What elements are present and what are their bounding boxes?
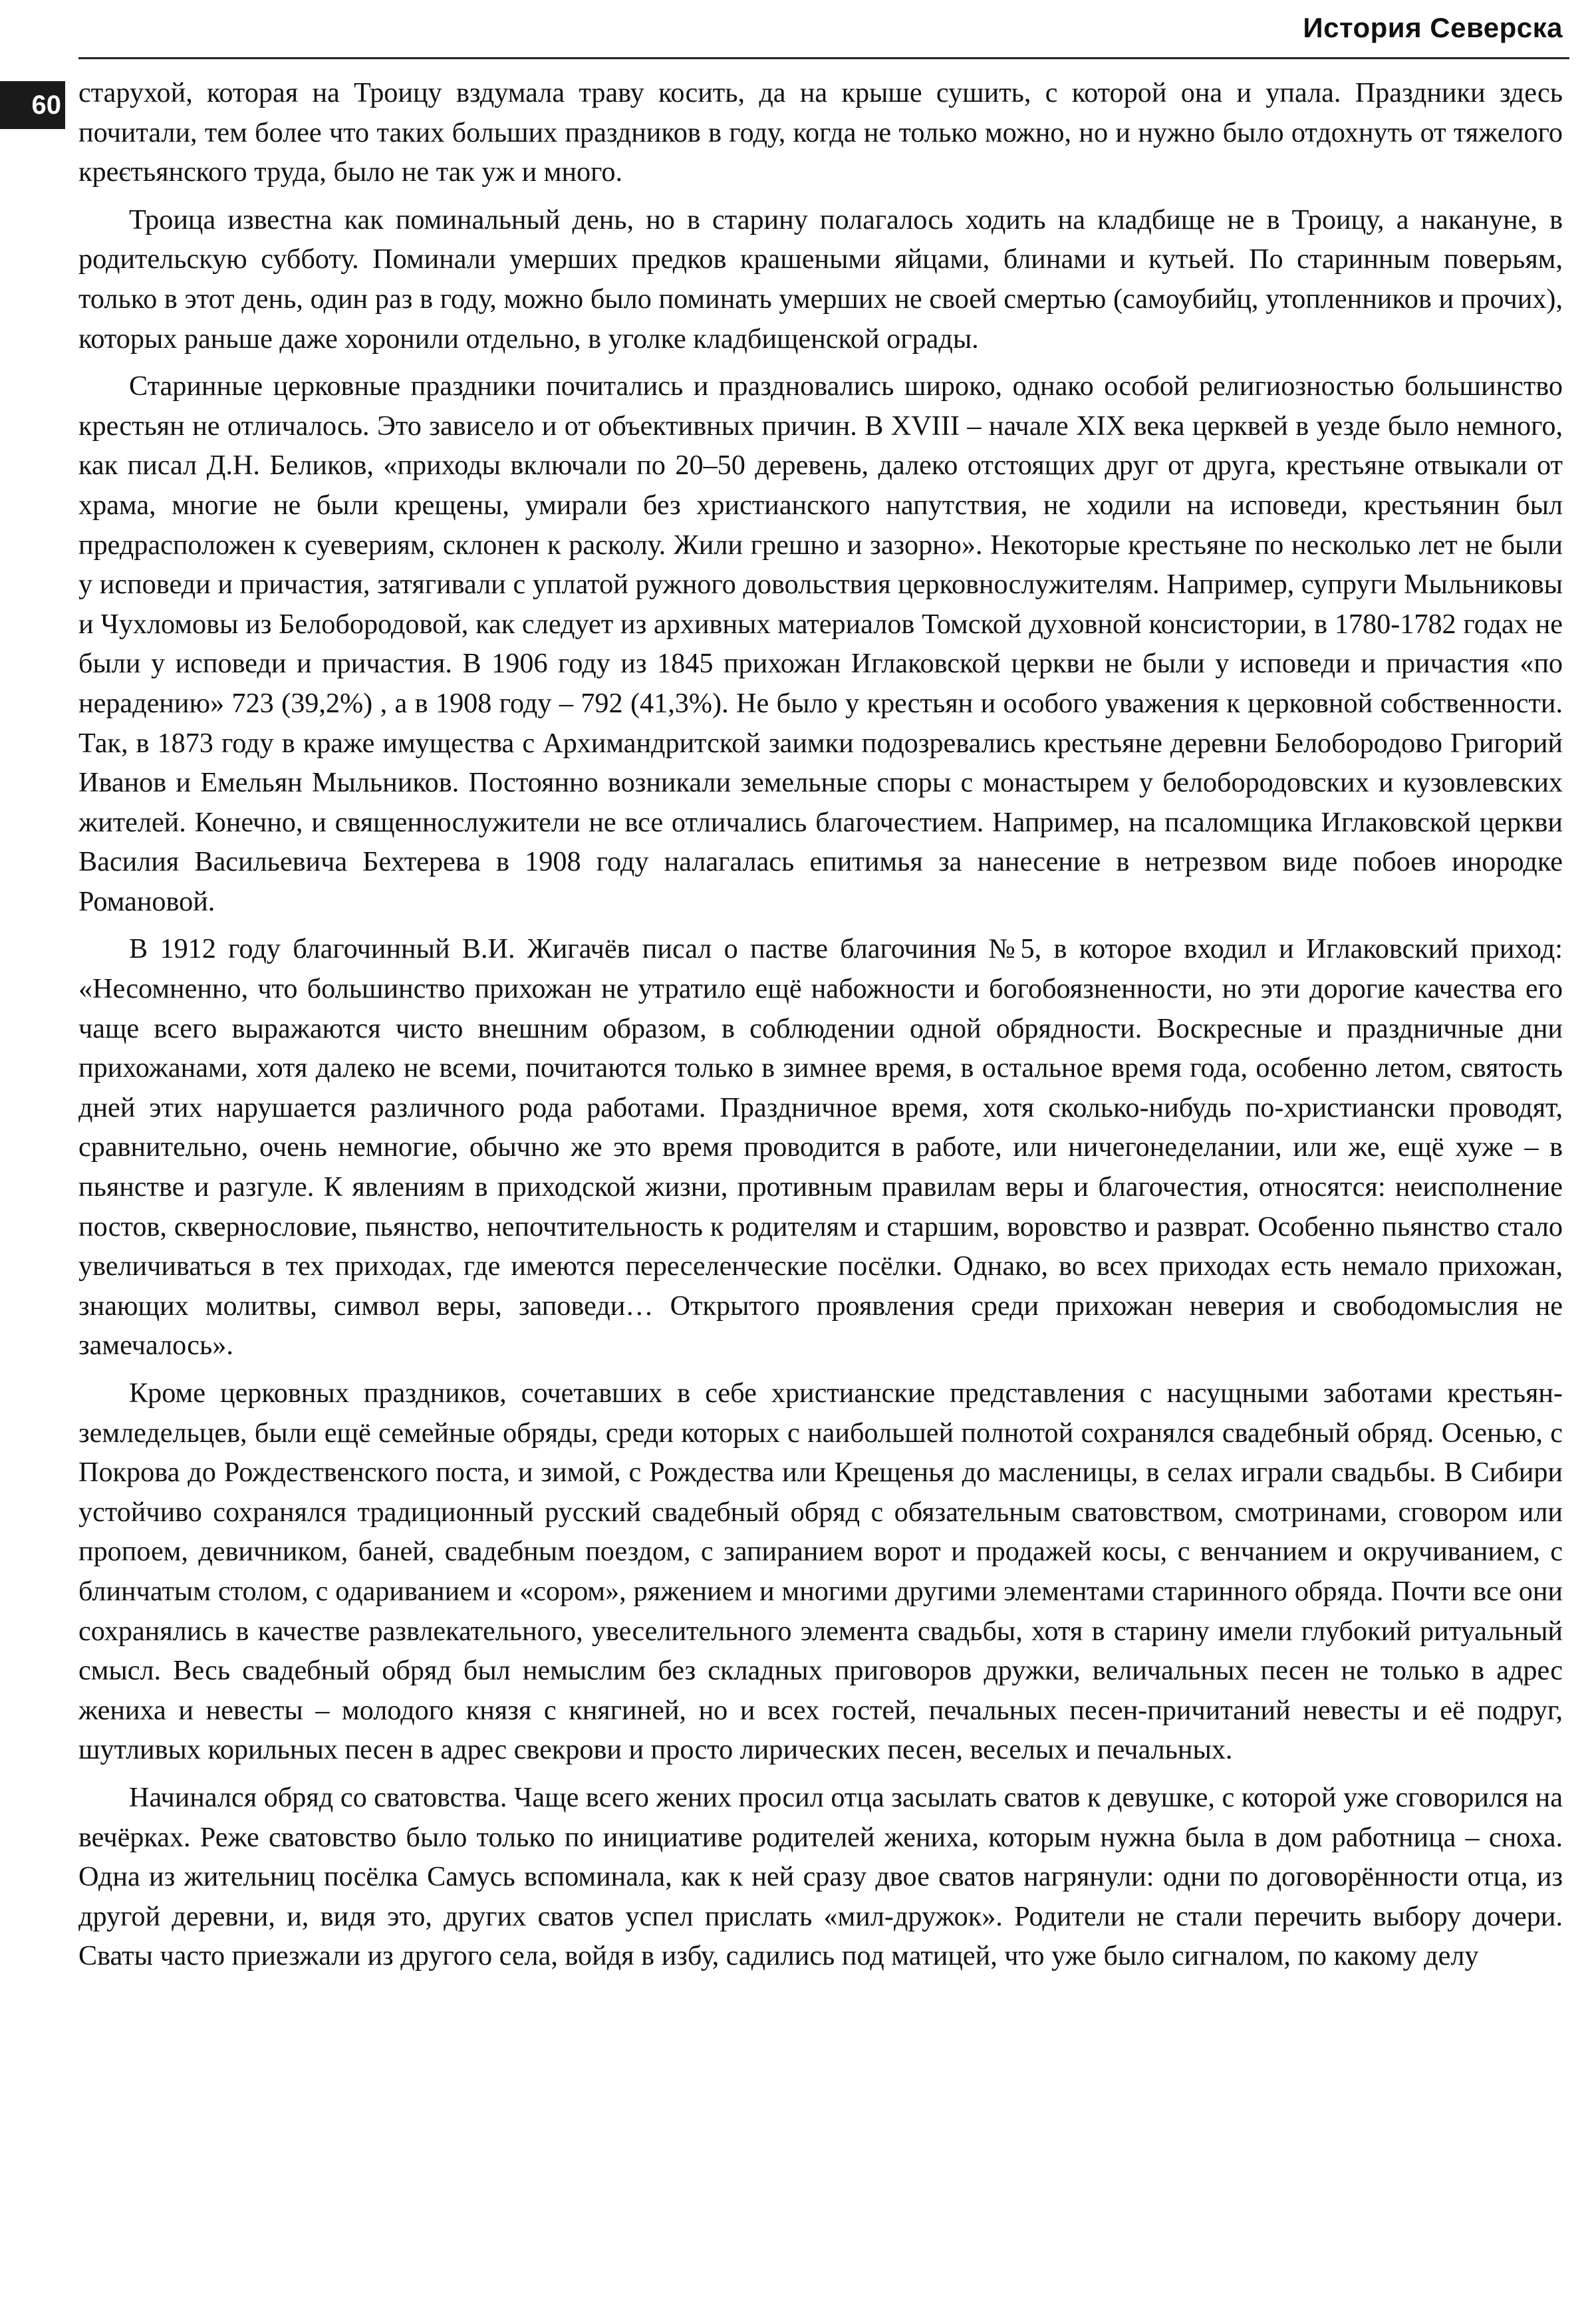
paragraph-1912-report: В 1912 году благочинный В.И. Жигачёв писал о пастве благочиния №5, в которое входил и Иглаковский приход: «Несомненно, что большинство прихожан не утратило ещё набожности и богобоязненности, но эти дорогие качества его чаще всего выражаются чисто внешним образом, в соблюдении одной обрядности. Воскресные и праздничные дни прихожанами, хотя далеко не всеми, почитаются только в зимнее время, в остальное время года, особенно летом, святость дней этих нарушается различного рода работами. Праздничное время, хотя сколько-нибудь по-христиански проводят, сравнительно, очень немногие, обычно же это время проводится в работе, или ничегонеделании, или же, ещё хуже – в пьянстве и разгуле. К явлениям в приходской жизни, противным правилам веры и благочестия, относятся: неисполнение постов, сквернословие, пьянство, непочтительность к родителям и старшим, воровство и разврат. Особенно пьянство стало увеличиваться в тех приходах, где имеются переселенческие посёлки. Однако, во всех приходах есть немало прихожан, знающих молитвы, символ веры, заповеди… Открытого проявления среди прихожан неверия и свободомыслия не замечалось».	[78, 933, 1563, 1362]
paragraph-wedding-rites: Кроме церковных праздников, сочетавших в себе христианские представления с насущными заботами крестьян-земледельцев, были ещё семейные обряды, среди которых с наибольшей полнотой сохранялся свадебный обряд. Осенью, с Покрова до Рождественского поста, и зимой, с Рождества или Крещенья до масленицы, в селах играли свадьбы. В Сибири устойчиво сохранялся традиционный русский свадебный обряд с обязательным сватовством, смотринами, сговором или пропоем, девичником, баней, свадебным поездом, с запиранием ворот и продажей косы, с венчанием и окручиванием, с блинчатым столом, с одариванием и «сором», ряжением и многими другими элементами старинного обряда. Почти все они сохранялись в качестве развлекательного, увеселительного элемента свадьбы, хотя в старину имели глубокий ритуальный смысл. Весь свадебный обряд был немыслим без складных приговоров дружки, величальных песен не только в адрес жениха и невесты – молодого князя с княгиней, но и всех гостей, печальных песен-причитаний невесты и её подруг, шутливых корильных песен в адрес свекрови и просто лирических песен, веселых и печальных.	[78, 1377, 1563, 1766]
header-rule	[78, 57, 1569, 59]
running-header-title: История Северска	[1303, 12, 1563, 43]
paragraph-religiosity: Старинные церковные праздники почитались и праздновались широко, однако особой религиозностью большинство крестьян не отличалось. Это зависело и от объективных причин. В XVIII – начале XIX века церквей в уезде было немного, как писал Д.Н. Беликов, «приходы включали по 20–50 деревень, далеко отстоящих друг от друга, крестьяне отвыкали от храма, многие не были крещены, умирали без христианского напутствия, не ходили на исповеди, крестьянин был предрасположен к суевериям, склонен к расколу. Жили грешно и зазорно». Некоторые крестьяне по несколько лет не были у исповеди и причастия, затягивали с уплатой ружного довольствия церковнослужителям. Например, супруги Мыльниковы и Чухломовы из Белобородовой, как следует из архивных материалов Томской духовной консистории, в 1780-1782 годах не были у исповеди и причастия. В 1906 году из 1845 прихожан Иглаковской церкви не были у исповеди и причастия «по нерадению» 723 (39,2%) , а в 1908 году – 792 (41,3%). Не было у крестьян и особого уважения к церковной собственности. Так, в 1873 году в краже имущества с Архимандритской заимки подозревались крестьяне деревни Белобородово Григорий Иванов и Емельян Мыльников. Постоянно возникали земельные споры с монастырем у белобородовских и кузовлевских жителей. Конечно, и священнослужители не все отличались благочестием. Например, на псаломщика Иглаковской церкви Василия Васильевича Бехтерева в 1908 году налагалась епитимья за нанесение в нетрезвом виде побоев инородке Романовой.	[78, 370, 1563, 917]
body-text	[78, 73, 1563, 1976]
paragraph-matchmaking: Начинался обряд со сватовства. Чаще всего жених просил отца засылать сватов к девушке, с которой уже сговорился на вечёрках. Реже сватовство было только по инициативе родителей жениха, которым нужна была в дом работница – сноха. Одна из жительниц посёлка Самусь вспоминала, как к ней сразу двое сватов нагрянули: одни по договорённости отца, из другой деревни, и, видя это, других сватов успел прислать «мил-дружок». Родители не стали перечить выбору дочери. Сваты часто приезжали из другого села, войдя в избу, садились под матицей, что уже было сигналом, по какому делу	[78, 1781, 1563, 1972]
paragraph-trinity: Троица известна как поминальный день, но в старину полагалось ходить на кладбище не в Троицу, а накануне, в родительскую субботу. Поминали умерших предков крашеными яйцами, блинами и кутьей. По старинным поверьям, только в этот день, один раз в году, можно было поминать умерших не своей смертью (самоубийц, утопленников и прочих), которых раньше даже хоронили отдельно, в уголке кладбищенской ограды.	[78, 204, 1563, 355]
page-number-badge: 60	[0, 81, 65, 129]
paragraph-continuation: старухой, которая на Троицу вздумала траву косить, да на крыше сушить, с которой она и упала. Праздники здесь почитали, тем более что таких больших праздников в году, когда не только можно, но и нужно было отдохнуть от тяжелого креєтьянского труда, было не так уж и много.	[78, 77, 1563, 188]
